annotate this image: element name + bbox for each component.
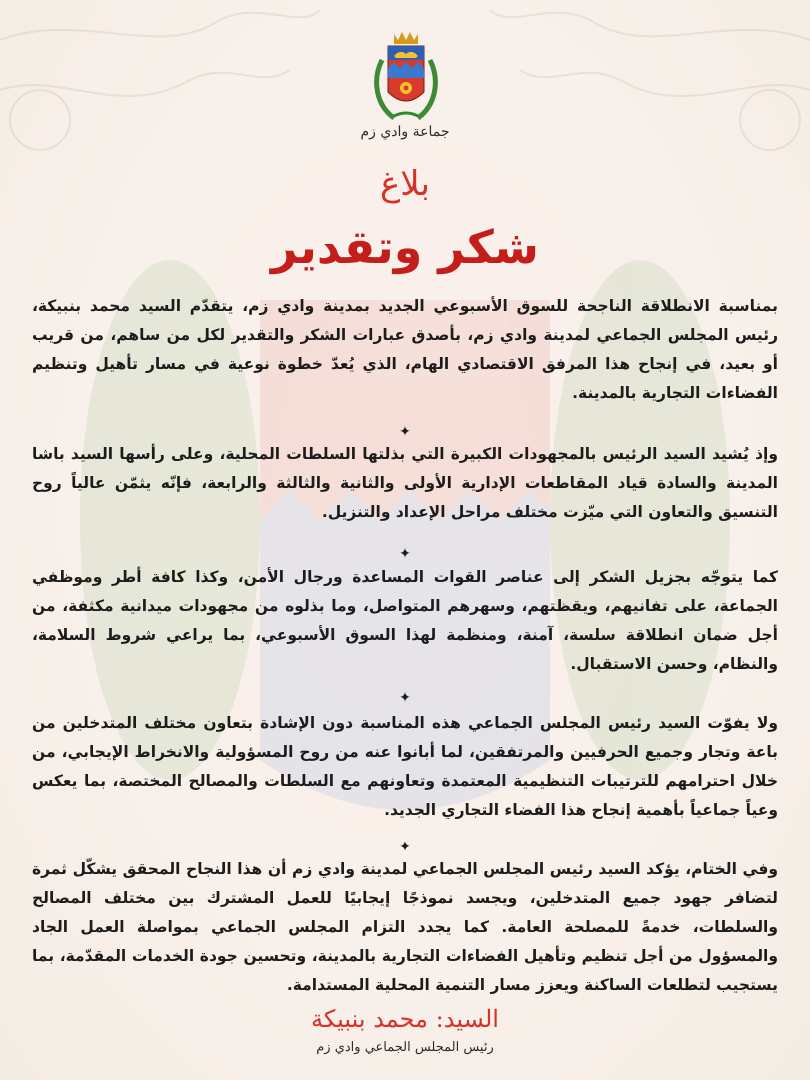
paragraph-1: بمناسبة الانطلاقة الناجحة للسوق الأسبوعي الجديد بمدينة وادي زم، يتقدّم السيد محمد بنبيكة، رئيس المجلس الجماعي لمدينة وادي زم، بأصدق عبارات الشكر والتقدير لكل من ساهم، من قريب أو بعيد، في إنجاح هذا المرفق الاقتصادي الهام، الذي يُعدّ خطوة نوعية في مسار تأهيل وتنظيم الفضاءات التجارية بالمدينة. [32, 297, 778, 402]
signature-name: السيد: محمد بنبيكة [311, 1005, 499, 1033]
main-title: شكر وتقدير [270, 220, 540, 274]
separator-2: ✦ [399, 546, 411, 562]
paragraph-5: وفي الختام، يؤكد السيد رئيس المجلس الجماعي لمدينة وادي زم أن هذا النجاح المحقق يشكّل ثمرة لتضافر جهود جميع المتدخلين، ويجسد نموذجًا إيجابيًا للعمل المشترك بين مختلف المصالح والسلطات، خدمةً للمصلحة العامة. كما يجدد التزام المجلس الجماعي بمواصلة العمل الجاد والمسؤول من أجل تنظيم وتأهيل الفضاءات التجارية بالمدينة، وتحسين جودة الخدمات المقدّمة، بما يستجيب لتطلعات الساكنة ويعزز مسار التنمية المحلية المستدامة. [32, 860, 778, 994]
paragraph-3: كما يتوجّه بجزيل الشكر إلى عناصر القوات المساعدة ورجال الأمن، وكذا كافة أطر وموظفي الجماعة، على تفانيهم، ويقظتهم، وسهرهم المتواصل، وما بذلوه من مجهودات ميدانية مكثفة، من أجل ضمان انطلاقة سلسة، آمنة، ومنظمة لهذا السوق الأسبوعي، بما يراعي شروط السلامة، والنظام، وحسن الاستقبال. [32, 568, 778, 673]
signature-title: رئيس المجلس الجماعي وادي زم [316, 1040, 494, 1055]
commune-name: جماعة وادي زم [360, 124, 450, 140]
paragraph-2: وإذ يُشيد السيد الرئيس بالمجهودات الكبيرة التي بذلتها السلطات المحلية، وعلى رأسها السيد باشا المدينة والسادة قياد المقاطعات الإدارية الأولى والثانية والثالثة والرابعة، فإنّه يثمّن عالياً روح التنسيق والتعاون التي ميّزت مختلف مراحل الإعداد والتنزيل. [32, 445, 778, 521]
separator-3: ✦ [399, 690, 411, 706]
notice-label: بلاغ [379, 164, 431, 204]
commune-emblem-icon [372, 30, 440, 122]
paragraph-4: ولا يفوّت السيد رئيس المجلس الجماعي هذه المناسبة دون الإشادة بتعاون مختلف المتدخلين من باعة وتجار وجميع الحرفيين والمرتفقين، لما أبانوا عنه من روح المسؤولية والانخراط الإيجابي، من خلال احترامهم للترتيبات التنظيمية المعتمدة وتعاونهم مع السلطات والمصالح المختصة، بما يعكس وعياً جماعياً بأهمية إنجاح هذا الفضاء التجاري الجديد. [32, 714, 778, 819]
separator-4: ✦ [399, 839, 411, 855]
separator-1: ✦ [399, 424, 411, 440]
